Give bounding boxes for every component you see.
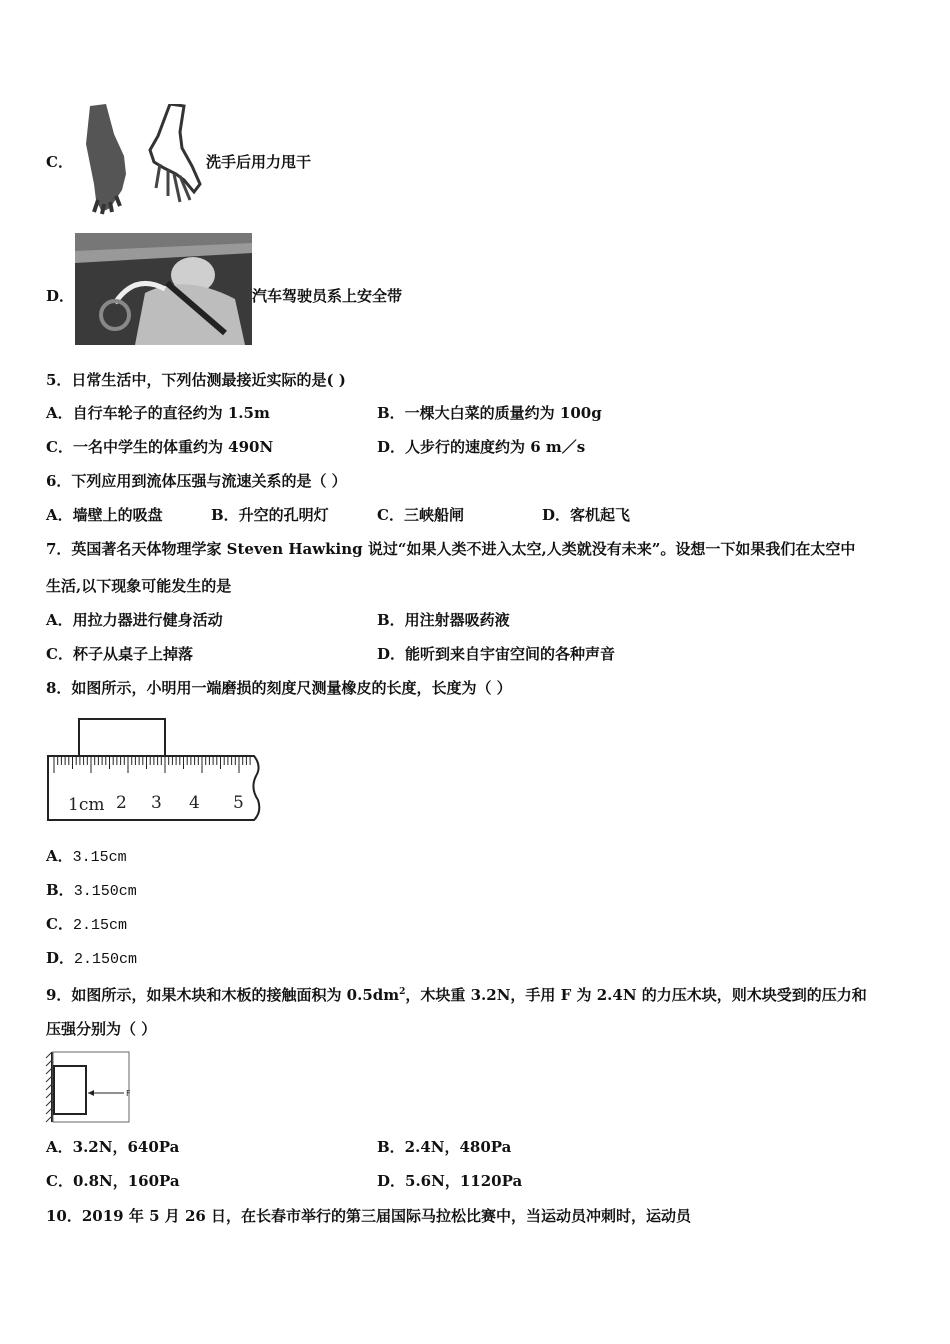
q7-option-d: D．能听到来自宇宙空间的各种声音	[377, 645, 616, 663]
q9-option-a: A．3.2N，640Pa	[46, 1138, 180, 1156]
q10-stem: 10．2019 年 5 月 26 日，在长春市举行的第三届国际马拉松比赛中，当运动员冲刺时，运动员	[46, 1207, 692, 1225]
q5-option-b: B．一棵大白菜的质量约为 100g	[377, 404, 602, 422]
driver-seatbelt-image	[75, 233, 252, 345]
ruler-label-2: 2	[116, 793, 127, 813]
ruler-eraser-figure	[46, 716, 262, 826]
q9-stem-line2: 压强分别为（ ）	[46, 1020, 157, 1038]
ruler-label-4: 4	[189, 793, 200, 813]
q6-option-c: C．三峡船闸	[377, 506, 464, 524]
q8-stem: 8．如图所示，小明用一端磨损的刻度尺测量橡皮的长度，长度为（ ）	[46, 679, 512, 697]
block-wall-figure	[44, 1050, 136, 1124]
option-c-text: 洗手后用力甩干	[206, 153, 312, 171]
q8-option-a-letter: A．	[46, 847, 73, 865]
q7-stem-line2: 生活,以下现象可能发生的是	[46, 577, 232, 595]
q9-option-d: D．5.6N，1120Pa	[377, 1172, 523, 1190]
q9-stem-post: ，木块重 3.2N，手用 F 为 2.4N 的力压木块，则木块受到的压力和	[405, 986, 867, 1004]
hands-shaking-image	[80, 104, 204, 216]
q5-stem: 5．日常生活中，下列估测最接近实际的是( )	[46, 371, 346, 389]
q6-option-b: B．升空的孔明灯	[211, 506, 329, 524]
q6-option-a: A．墙壁上的吸盘	[46, 506, 163, 524]
q8-option-d: 2.150cm	[74, 951, 138, 968]
option-d-letter: D．	[46, 287, 75, 305]
option-c-letter: C．	[46, 153, 73, 171]
ruler-label-1cm: 1cm	[68, 795, 105, 815]
q5-option-c: C．一名中学生的体重约为 490N	[46, 438, 274, 456]
q9-option-b: B．2.4N，480Pa	[377, 1138, 512, 1156]
ruler-label-3: 3	[151, 793, 162, 813]
force-label: F	[126, 1089, 131, 1098]
q8-option-c: 2.15cm	[72, 917, 127, 934]
q9-option-c: C．0.8N，160Pa	[46, 1172, 180, 1190]
q9-stem-line1	[46, 982, 867, 1005]
q8-option-b: 3.150cm	[73, 883, 137, 900]
q8-option-c-letter: C．	[46, 915, 73, 933]
q8-option-b-letter: B．	[46, 881, 74, 899]
q9-stem-sup: 2	[399, 987, 406, 997]
q7-stem-line1: 7．英国著名天体物理学家 Steven Hawking 说过“如果人类不进入太空,人类就没有未来”。设想一下如果我们在太空中	[46, 540, 856, 558]
q6-stem: 6．下列应用到流体压强与流速关系的是（ ）	[46, 472, 347, 490]
q8-option-d-letter: D．	[46, 949, 75, 967]
q8-option-a: 3.15cm	[72, 849, 127, 866]
q5-option-d: D．人步行的速度约为 6 m／s	[377, 438, 586, 456]
q7-option-b: B．用注射器吸药液	[377, 611, 510, 629]
q7-option-c: C．杯子从桌子上掉落	[46, 645, 193, 663]
option-d-text: 汽车驾驶员系上安全带	[252, 287, 403, 305]
ruler-label-5: 5	[233, 793, 244, 813]
q7-option-a: A．用拉力器进行健身活动	[46, 611, 223, 629]
q9-stem-pre: 9．如图所示，如果木块和木板的接触面积为 0.5dm	[46, 986, 400, 1004]
q5-option-a: A．自行车轮子的直径约为 1.5m	[46, 404, 270, 422]
q6-option-d: D．客机起飞	[542, 506, 631, 524]
